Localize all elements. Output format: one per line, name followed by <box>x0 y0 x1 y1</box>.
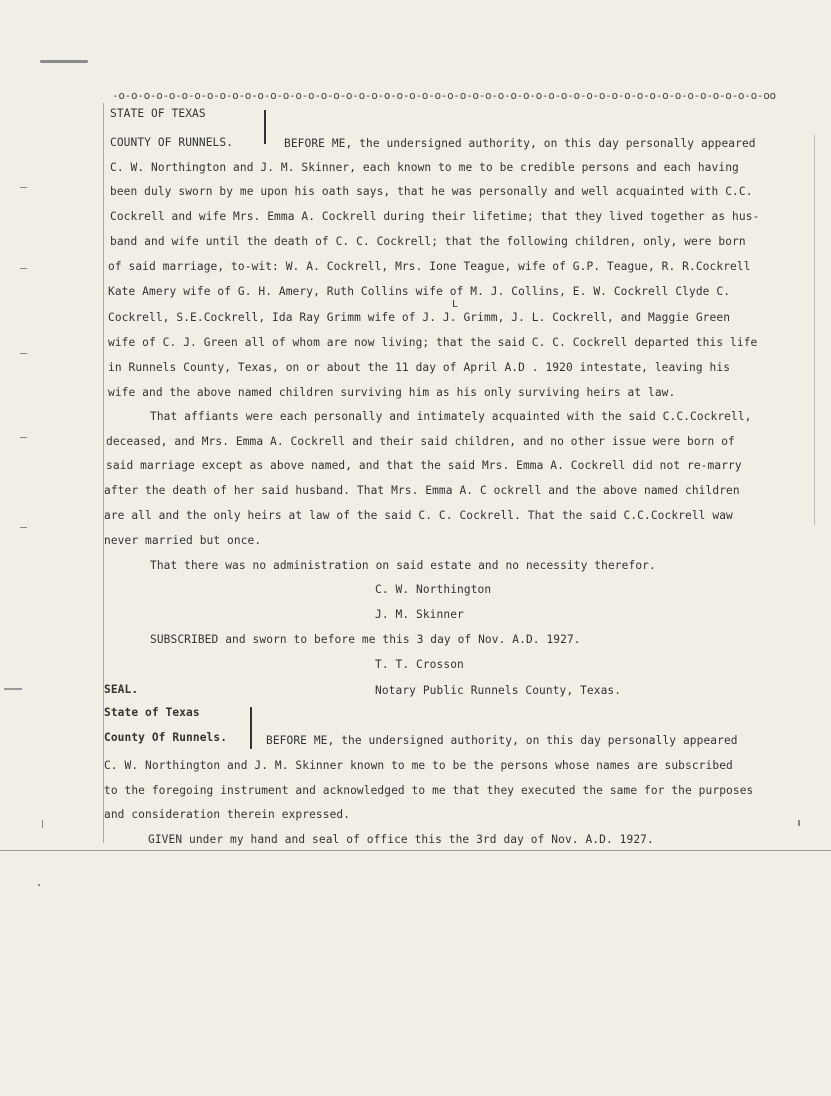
affidavit-line-10: in Runnels County, Texas, on or about the 11 day of April A.D . 1920 intestate, leaving his <box>108 361 731 374</box>
margin-tick <box>42 820 43 828</box>
affidavit-line-16: are all and the only heirs at law of the said C. C. Cockrell. That the said C.C.Cockrell waw <box>104 509 733 522</box>
affidavit-line-13: deceased, and Mrs. Emma A. Cockrell and their said children, and no other issue were born of <box>106 435 735 448</box>
ack-line-4: and consideration therein expressed. <box>104 808 351 821</box>
affidavit-line-1: BEFORE ME, the undersigned authority, on this day personally appeared <box>284 137 756 150</box>
notary-name: T. T. Crosson <box>375 658 464 671</box>
affidavit-line-5: band and wife until the death of C. C. Cockrell; that the following children, only, were born <box>110 235 746 248</box>
affidavit-line-14: said marriage except as above named, and that the said Mrs. Emma A. Cockrell did not re-marry <box>106 459 742 472</box>
affidavit-line-18: That there was no administration on said estate and no necessity therefor. <box>150 559 656 572</box>
ack-venue-state: State of Texas <box>104 706 200 719</box>
affidavit-line-7: Kate Amery wife of G. H. Amery, Ruth Collins wife of M. J. Collins, E. W. Cockrell Clyde C. <box>108 285 731 298</box>
affidavit-line-6: of said marriage, to-wit: W. A. Cockrell, Mrs. Ione Teague, wife of G.P. Teague, R. R.Cockrell <box>108 260 751 273</box>
margin-tick <box>4 688 22 690</box>
venue-state: STATE OF TEXAS <box>110 107 206 120</box>
venue-bracket-2 <box>250 707 252 749</box>
affidavit-line-2: C. W. Northington and J. M. Skinner, each known to me to be credible persons and each having <box>110 161 739 174</box>
speck <box>38 884 40 886</box>
speck <box>798 820 800 826</box>
header-rule: -o-o-o-o-o-o-o-o-o-o-o-o-o-o-o-o-o-o-o-o-o-o-o-o-o-o-o-o-o-o-o-o-o-o-o-o-o-o-o-o-o-o-o-o-o-o-o-o-o-o-o-oo <box>112 89 776 102</box>
ack-line-3: to the foregoing instrument and acknowledged to me that they executed the same for the purposes <box>104 784 754 797</box>
affidavit-line-9: wife of C. J. Green all of whom are now living; that the said C. C. Cockrell departed this life <box>108 336 758 349</box>
affidavit-line-11: wife and the above named children surviving him as his only surviving heirs at law. <box>108 386 676 399</box>
subscribed-line: SUBSCRIBED and sworn to before me this 3 day of Nov. A.D. 1927. <box>150 633 581 646</box>
venue-county: COUNTY OF RUNNELS. <box>110 136 234 149</box>
affidavit-line-8: Cockrell, S.E.Cockrell, Ida Ray Grimm wife of J. J. Grimm, J. L. Cockrell, and Maggie Green <box>108 311 731 324</box>
margin-tick <box>20 353 27 354</box>
affidavit-line-4: Cockrell and wife Mrs. Emma A. Cockrell during their lifetime; that they lived together as hus- <box>110 210 760 223</box>
margin-tick <box>20 437 27 438</box>
ack-line-1: BEFORE ME, the undersigned authority, on this day personally appeared <box>266 734 738 747</box>
seal-label: SEAL. <box>104 683 139 696</box>
fold-line <box>0 850 831 851</box>
margin-tick <box>20 527 27 528</box>
affidavit-line-3: been duly sworn by me upon his oath says, that he was personally and well acquainted with C.C. <box>110 185 753 198</box>
ack-venue-county: County Of Runnels. <box>104 731 228 744</box>
affidavit-line-12: That affiants were each personally and intimately acquainted with the said C.C.Cockrell, <box>150 410 752 423</box>
binder-mark <box>40 60 88 63</box>
interlineation-mark: L <box>452 299 459 310</box>
affidavit-line-17: never married but once. <box>104 534 262 547</box>
notary-title: Notary Public Runnels County, Texas. <box>375 684 622 697</box>
right-margin-line <box>814 135 815 525</box>
signer-1: C. W. Northington <box>375 583 492 596</box>
affidavit-line-15: after the death of her said husband. That Mrs. Emma A. C ockrell and the above named children <box>104 484 740 497</box>
venue-bracket <box>264 110 266 144</box>
ack-line-5: GIVEN under my hand and seal of office this the 3rd day of Nov. A.D. 1927. <box>148 833 654 846</box>
signer-2: J. M. Skinner <box>375 608 464 621</box>
ack-line-2: C. W. Northington and J. M. Skinner known to me to be the persons whose names are subscribed <box>104 759 733 772</box>
margin-tick <box>20 187 27 188</box>
margin-tick <box>20 268 27 269</box>
